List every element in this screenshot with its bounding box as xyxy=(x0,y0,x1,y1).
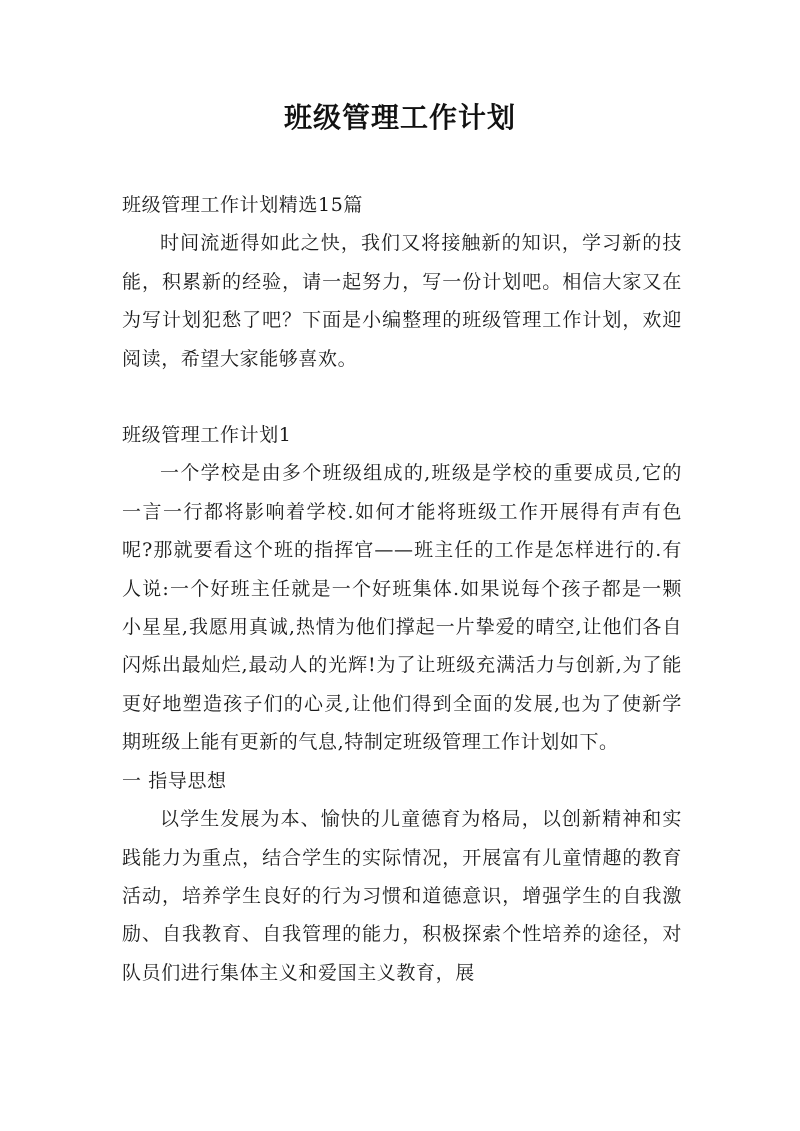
section-heading: 班级管理工作计划1 xyxy=(122,424,292,447)
guiding-principle-heading: 一 指导思想 xyxy=(122,769,227,792)
guiding-principle-paragraph: 以学生发展为本、愉快的儿童德育为格局，以创新精神和实践能力为重点，结合学生的实际情况，开展富有儿童情趣的教育活动，培养学生良好的行为习惯和道德意识，增强学生的自我激励、自我教育、自我管理的能力，积极探索个性培养的途径，对队员们进行集体主义和爱国主义教育，展 xyxy=(122,808,682,984)
paragraph-spacer xyxy=(122,378,682,416)
intro-paragraph: 时间流逝得如此之快，我们又将接触新的知识，学习新的技能，积累新的经验，请一起努力，写一份计划吧。相信大家又在为写计划犯愁了吧？下面是小编整理的班级管理工作计划，欢迎阅读，希望大家能够喜欢。 xyxy=(122,232,682,370)
section-paragraph: 一个学校是由多个班级组成的,班级是学校的重要成员,它的一言一行都将影响着学校.如何才能将班级工作开展得有声有色呢?那就要看这个班的指挥官——班主任的工作是怎样进行的.有人说:一个好班主任就是一个好班集体.如果说每个孩子都是一颗小星星,我愿用真诚,热情为他们撑起一片挚爱的晴空,让他们各自闪烁出最灿烂,最动人的光辉!为了让班级充满活力与创新,为了能更好地塑造孩子们的心灵,让他们得到全面的发展,也为了使新学期班级上能有更新的气息,特制定班级管理工作计划如下。 xyxy=(122,462,682,754)
document-subtitle: 班级管理工作计划精选15篇 xyxy=(122,194,363,216)
document-body xyxy=(122,186,682,992)
document-title: 班级管理工作计划 xyxy=(283,101,516,134)
